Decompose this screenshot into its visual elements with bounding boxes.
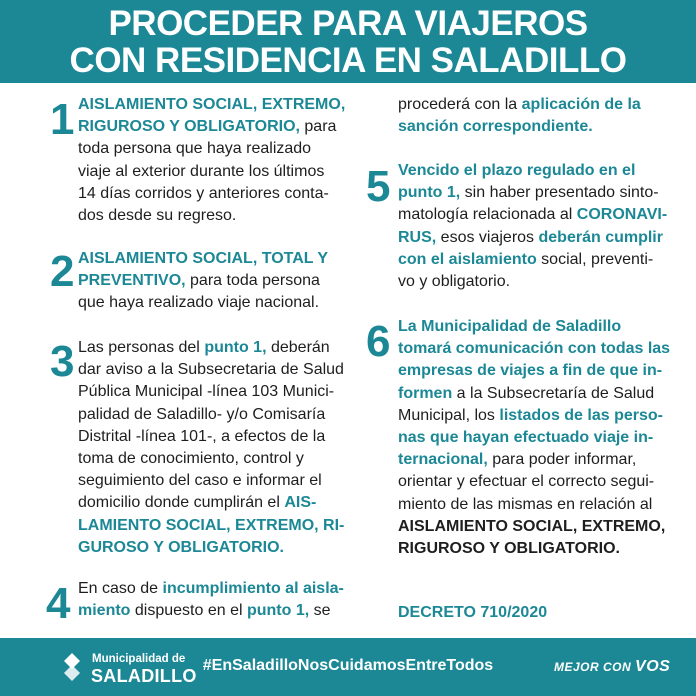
- text-segment: LAMIENTO SOCIAL, EXTREMO, RI-: [78, 516, 345, 534]
- text-segment: Pública Municipal -línea 103 Munici-: [78, 383, 335, 401]
- text-line: [398, 116, 641, 138]
- text-segment: empresas de viajes a fin de que in-: [398, 362, 663, 380]
- text-line: [78, 426, 344, 448]
- item-4-text: [78, 578, 344, 622]
- text-segment: procederá con la: [398, 96, 522, 113]
- text-segment: AIS-: [284, 494, 317, 512]
- text-segment: esos viajeros: [436, 228, 539, 246]
- item-number: 4: [46, 579, 71, 628]
- text-line: [398, 427, 670, 449]
- text-line: [78, 138, 345, 160]
- text-segment: se: [309, 602, 331, 620]
- text-segment: dispuesto en el: [130, 602, 247, 620]
- text-segment: formen: [398, 384, 453, 402]
- hashtag: #EnSaladilloNosCuidamosEntreTodos: [202, 657, 494, 674]
- text-segment: Municipal, los: [398, 406, 500, 424]
- item-5-text: [398, 160, 667, 293]
- header-banner: [0, 0, 696, 83]
- text-segment: PREVENTIVO,: [78, 272, 186, 290]
- text-line: [398, 204, 667, 226]
- text-line: [398, 360, 670, 382]
- text-segment: aplicación de la: [521, 96, 641, 113]
- text-segment: con el aislamiento: [398, 250, 537, 268]
- text-segment: miento: [78, 602, 131, 620]
- text-line: [78, 404, 344, 426]
- text-segment: listados de las perso-: [499, 406, 663, 424]
- title-line-1: PROCEDER PARA VIAJEROS: [108, 4, 588, 43]
- decree-label: DECRETO 710/2020: [398, 604, 548, 621]
- text-segment: punto 1,: [246, 602, 310, 620]
- text-line: [398, 271, 667, 293]
- text-segment: punto 1,: [204, 339, 267, 356]
- text-line: [78, 248, 328, 270]
- text-segment: CORONAVI-: [576, 206, 668, 224]
- text-line: [398, 227, 667, 249]
- text-line: [398, 383, 670, 405]
- text-segment: miento de las mismas en relación al: [398, 495, 653, 513]
- text-segment: AISLAMIENTO SOCIAL, EXTREMO,: [398, 517, 666, 535]
- text-line: [398, 516, 670, 538]
- text-segment: En caso de: [78, 580, 163, 597]
- item-number: 1: [50, 95, 75, 144]
- text-line: [398, 160, 667, 182]
- text-line: [398, 405, 670, 427]
- text-line: [78, 381, 344, 403]
- text-segment: toma de conocimiento, control y: [78, 450, 304, 468]
- text-line: [398, 316, 670, 338]
- text-line: [398, 182, 667, 204]
- municipality-name: SALADILLO: [91, 666, 197, 686]
- text-line: [78, 161, 345, 183]
- text-line: [78, 116, 345, 138]
- slogan-part-1: MEJOR CON: [554, 660, 632, 674]
- text-segment: sin haber presentado sinto-: [460, 184, 659, 202]
- item-number: 6: [366, 317, 391, 366]
- text-segment: punto 1,: [398, 184, 461, 202]
- text-line: [78, 292, 328, 314]
- text-line: [78, 492, 344, 514]
- text-line: [398, 494, 670, 516]
- text-segment: palidad de Saladillo- y/o Comisaría: [78, 405, 326, 423]
- text-segment: ternacional,: [398, 451, 488, 469]
- text-segment: domicilio donde cumplirán el: [78, 494, 285, 512]
- text-segment: AISLAMIENTO SOCIAL, EXTREMO,: [78, 96, 346, 113]
- text-segment: que haya realizado viaje nacional.: [78, 294, 320, 312]
- text-segment: a la Subsecretaría de Salud: [452, 384, 655, 402]
- text-segment: incumplimiento al aisla-: [162, 580, 344, 597]
- text-segment: social, preventi-: [536, 250, 654, 268]
- text-segment: RIGUROSO Y OBLIGATORIO,: [78, 118, 300, 136]
- text-segment: para: [299, 118, 337, 136]
- text-line: [78, 94, 345, 116]
- text-line: [78, 470, 344, 492]
- text-segment: La Municipalidad de Saladillo: [398, 318, 622, 335]
- text-segment: 14 días corridos y anteriores conta-: [78, 184, 329, 202]
- text-line: [398, 249, 667, 271]
- text-segment: dar aviso a la Subsecretaria de Salud: [78, 361, 344, 379]
- text-segment: RUS,: [398, 228, 437, 246]
- text-segment: para poder informar,: [487, 451, 637, 469]
- title-line-2: CON RESIDENCIA EN SALADILLO: [69, 41, 627, 80]
- text-line: [78, 205, 345, 227]
- text-segment: vo y obligatorio.: [398, 273, 511, 291]
- text-segment: deberán cumplir: [538, 228, 663, 246]
- municipality-label: Municipalidad de: [92, 653, 186, 665]
- text-line: [398, 471, 670, 493]
- text-line: [398, 94, 641, 116]
- item-1-text: [78, 94, 345, 227]
- slogan: [554, 658, 670, 676]
- item-number: 3: [50, 337, 75, 386]
- text-segment: Distrital -línea 101-, a efectos de la: [78, 427, 326, 445]
- text-segment: matología relacionada al: [398, 206, 577, 224]
- text-line: [78, 448, 344, 470]
- text-line: [78, 578, 344, 600]
- text-line: [78, 359, 344, 381]
- item-number: 5: [366, 162, 391, 211]
- item-number: 2: [50, 247, 75, 296]
- text-segment: dos desde su regreso.: [78, 207, 237, 225]
- text-segment: para toda persona: [185, 272, 320, 290]
- text-segment: nas que hayan efectuado viaje in-: [398, 429, 654, 447]
- text-segment: RIGUROSO Y OBLIGATORIO.: [398, 540, 620, 558]
- text-segment: seguimiento del caso e informar el: [78, 472, 322, 490]
- text-segment: tomará comunicación con todas las: [398, 340, 671, 358]
- text-segment: viaje al exterior durante los últimos: [78, 162, 325, 180]
- text-segment: toda persona que haya realizado: [78, 140, 312, 158]
- text-line: [398, 538, 670, 560]
- slogan-part-2: VOS: [635, 658, 671, 675]
- text-segment: sanción correspondiente.: [398, 118, 593, 136]
- item-3-text: [78, 337, 344, 559]
- text-line: [78, 515, 344, 537]
- text-line: [398, 449, 670, 471]
- text-segment: GUROSO Y OBLIGATORIO.: [78, 538, 284, 556]
- text-segment: Vencido el plazo regulado en el: [398, 162, 636, 179]
- text-line: [398, 338, 670, 360]
- text-line: [78, 337, 344, 359]
- text-line: [78, 537, 344, 559]
- text-segment: orientar y efectuar el correcto segui-: [398, 473, 655, 491]
- text-line: [78, 600, 344, 622]
- text-segment: Las personas del: [78, 339, 205, 356]
- text-segment: deberán: [266, 339, 330, 356]
- text-line: [78, 183, 345, 205]
- item-4-continued-text: [398, 94, 641, 138]
- item-6-text: [398, 316, 670, 560]
- item-2-text: [78, 248, 328, 315]
- text-segment: AISLAMIENTO SOCIAL, TOTAL Y: [78, 250, 329, 267]
- text-line: [78, 270, 328, 292]
